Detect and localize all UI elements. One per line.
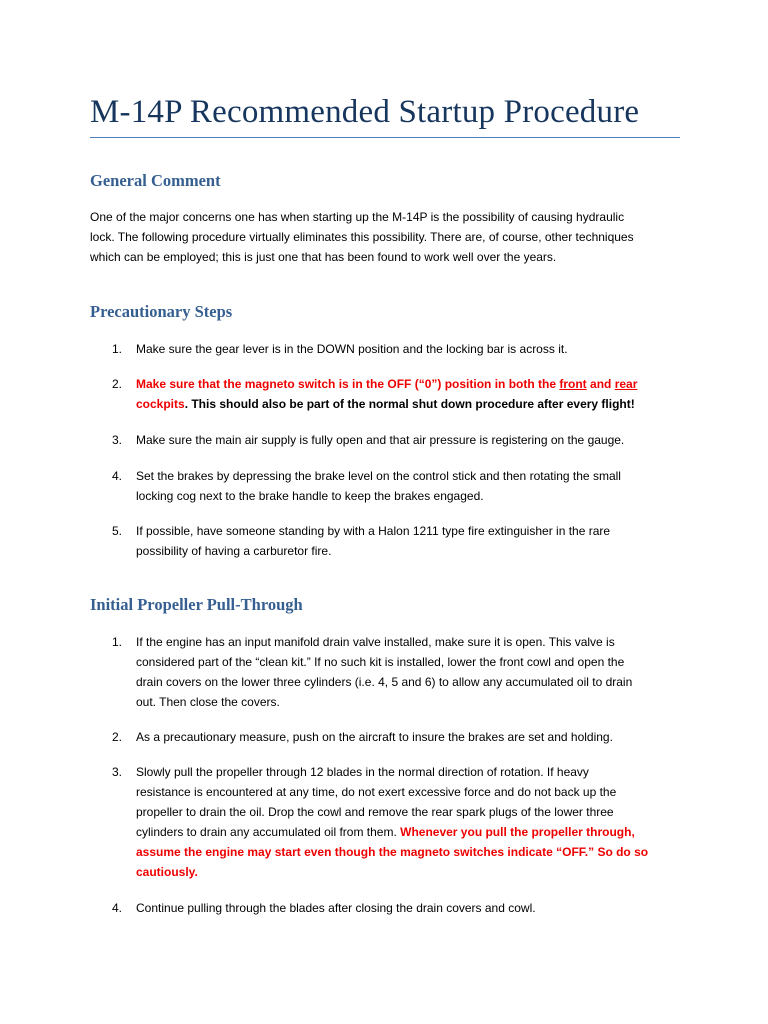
heading-initial-propeller-pull-through: Initial Propeller Pull-Through	[90, 595, 303, 614]
item-line: considered part of the “clean kit.” If no such kit is installed, lower the front cowl and open the	[136, 655, 625, 669]
warning-text: and	[586, 377, 615, 391]
general-comment-paragraph	[90, 207, 690, 267]
warning-text: cautiously.	[136, 865, 198, 879]
item-line: locking cog next to the brake handle to keep the brakes engaged.	[136, 489, 484, 503]
item-line: Make sure the gear lever is in the DOWN position and the locking bar is across it.	[136, 342, 568, 356]
item-line: drain covers on the lower three cylinders (i.e. 4, 5 and 6) to allow any accumulated oil to drain	[136, 675, 633, 689]
heading-general-comment: General Comment	[90, 171, 221, 190]
list-number: 4.	[112, 901, 123, 915]
item-line: Continue pulling through the blades after closing the drain covers and cowl.	[136, 901, 536, 915]
list-number: 3.	[112, 433, 123, 447]
warning-text-front: front	[559, 377, 587, 391]
warning-text: Whenever you pull the propeller through,	[400, 825, 635, 839]
warning-text-rear: rear	[614, 377, 638, 391]
list-number: 4.	[112, 469, 123, 483]
item-line: Make sure the main air supply is fully open and that air pressure is registering on the gauge.	[136, 433, 625, 447]
list-number: 1.	[112, 342, 123, 356]
item-line: possibility of having a carburetor fire.	[136, 544, 332, 558]
item-line: out. Then close the covers.	[136, 695, 280, 709]
paragraph-line: which can be employed; this is just one that has been found to work well over the years.	[90, 250, 557, 264]
warning-text: cockpits	[136, 397, 185, 411]
list-number: 2.	[112, 377, 123, 391]
warning-text: Make sure that the magneto switch is in the OFF (“0”) position in both the	[136, 377, 560, 391]
item-line: propeller to drain the oil. Drop the cowl and remove the rear spark plugs of the lower three	[136, 805, 614, 819]
warning-text: assume the engine may start even though the magneto switches indicate “OFF.” So do so	[136, 845, 649, 859]
title-underline	[90, 137, 680, 138]
item-line: As a precautionary measure, push on the aircraft to insure the brakes are set and holding.	[136, 730, 613, 744]
list-number: 3.	[112, 765, 123, 779]
item-line-part: cylinders to drain any accumulated oil from them.	[136, 825, 401, 839]
item-line: If the engine has an input manifold drain valve installed, make sure it is open. This valve is	[136, 635, 615, 649]
list-number: 5.	[112, 524, 123, 538]
paragraph-line: One of the major concerns one has when starting up the M-14P is the possibility of causing hydraulic	[90, 210, 625, 224]
heading-precautionary-steps: Precautionary Steps	[90, 302, 233, 321]
item-line: Set the brakes by depressing the brake level on the control stick and then rotating the small	[136, 469, 621, 483]
list-number: 2.	[112, 730, 123, 744]
item-line: If possible, have someone standing by with a Halon 1211 type fire extinguisher in the rare	[136, 524, 611, 538]
item-line: Slowly pull the propeller through 12 blades in the normal direction of rotation. If heavy	[136, 765, 589, 779]
paragraph-line: lock. The following procedure virtually eliminates this possibility. There are, of course, other techniques	[90, 230, 634, 244]
page-title: M-14P Recommended Startup Procedure	[90, 94, 640, 130]
item-line: resistance is encountered at any time, do not exert excessive force and do not back up the	[136, 785, 617, 799]
list-number: 1.	[112, 635, 123, 649]
emphasis-text: . This should also be part of the normal shut down procedure after every flight!	[184, 397, 635, 411]
